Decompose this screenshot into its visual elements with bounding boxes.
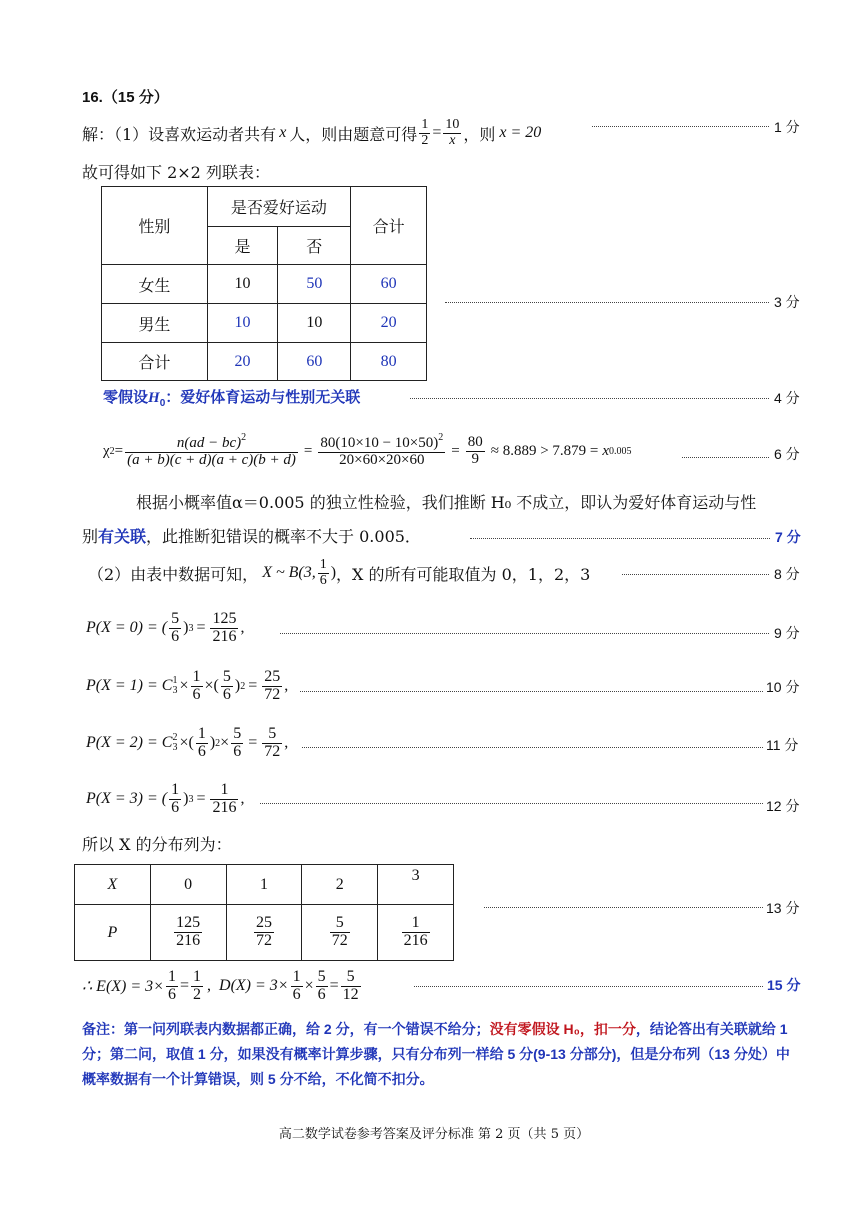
score-11: 11 分: [766, 737, 799, 753]
leader-dots: [484, 907, 763, 908]
chi-square-formula: χ 2 = $\frac{n(ad - bc)^2}{(a + b)(c + d)(a + c)(b + d)}$ = $\frac{80(10\times 10 - 10\times 50)^2}{20\times 60\times 20\times 60}$ = $\frac{80}{9}$ ≈ 8.889 > 7.879 = x 0.005: [103, 432, 632, 468]
score-15: 15 分: [767, 977, 801, 993]
cell: 20: [207, 343, 278, 381]
prob-x3: P(X = 3) = ( $\frac{1}{6}$ ) 3 = $\frac{1}{216}$ ,: [86, 780, 245, 816]
cell: 10: [207, 304, 278, 343]
x-label: X: [75, 865, 151, 905]
distribution-table: [74, 864, 454, 961]
leader-dots: [302, 747, 763, 748]
cell: 20: [351, 304, 427, 343]
score-1: 1 分: [774, 119, 800, 135]
leader-dots: [445, 302, 769, 303]
table-row: [102, 304, 427, 343]
p-value: $\frac{125}{216}$: [150, 905, 226, 961]
conclusion-line-1: 根据小概率值α＝0.005 的独立性检验，我们推断 H₀ 不成立，即认为爱好体育运动与性: [136, 493, 757, 512]
question-header: 16.（15 分）: [82, 89, 169, 106]
score-13: 13 分: [766, 900, 800, 916]
solution-line-1: 解：（1）设喜欢运动者共有 x 人，则由题意可得 $\frac{1}{2}$ = $\frac{10}{x}$ ，则 x = 20: [82, 116, 542, 148]
header-gender: 性别: [102, 187, 208, 265]
leader-dots: [414, 986, 763, 987]
cell: 10: [207, 265, 278, 304]
x-value: 2: [302, 865, 378, 905]
table-row: [75, 905, 454, 961]
leader-dots: [280, 633, 769, 634]
row-label: 男生: [102, 304, 208, 343]
prob-x2: P(X = 2) = C 2 3 ×( $\frac{1}{6}$ ) 2 × $\frac{5}{6}$ = $\frac{5}{72}$ ,: [86, 724, 289, 760]
row-label: 女生: [102, 265, 208, 304]
score-9: 9 分: [774, 625, 800, 641]
expectation-variance: ∴ E(X) = 3× $\frac{1}{6}$ = $\frac{1}{2}$ , D(X) = 3× $\frac{1}{6}$ × $\frac{5}{6}$ = $\frac{5}{12}$: [82, 967, 359, 1003]
x-value: 0: [150, 865, 226, 905]
leader-dots: [260, 803, 763, 804]
fraction-ten-over-x: $\frac{10}{x}$: [445, 116, 460, 148]
p-value: $\frac{5}{72}$: [302, 905, 378, 961]
conclusion-line-2: 别有关联，此推断犯错误的概率不大于 0.005．: [82, 527, 421, 546]
null-hypothesis: 零假设$H_0$：爱好体育运动与性别无关联: [103, 389, 361, 409]
header-like-sport: 是否爱好运动: [207, 187, 351, 227]
score-7: 7 分: [775, 529, 801, 545]
cell: 60: [278, 343, 351, 381]
result-x: x = 20: [499, 124, 542, 141]
p-value: $\frac{25}{72}$: [226, 905, 302, 961]
leader-dots: [592, 126, 769, 127]
table-row: [102, 265, 427, 304]
fraction-half: $\frac{1}{2}$: [421, 116, 429, 148]
table-row: [75, 865, 454, 905]
score-6: 6 分: [774, 446, 800, 462]
chi-frac-result: $\frac{80}{9}$: [467, 433, 483, 467]
prob-x0: P(X = 0) = ( $\frac{5}{6}$ ) 3 = $\frac{125}{216}$ ,: [86, 609, 245, 645]
x-value: 1: [226, 865, 302, 905]
cell: 10: [278, 304, 351, 343]
grading-remark: 备注：第一问列联表内数据都正确，给 2 分，有一个错误不给分；没有零假设 H₀，扣一分，结论答出有关联就给 1 分；第二问，取值 1 分，如果没有概率计算步骤，只有分布列一样给 5 分(9-13 分部分)，但是分布列（13 分处）中概率数据有一个计算错误，则 5 分不给，不化简不扣分。: [82, 1021, 790, 1087]
header-yes: 是: [207, 227, 278, 265]
score-12: 12 分: [766, 798, 800, 814]
leader-dots: [470, 538, 770, 539]
leader-dots: [682, 457, 769, 458]
row-label: 合计: [102, 343, 208, 381]
p-label: P: [75, 905, 151, 961]
leader-dots: [300, 691, 763, 692]
leader-dots: [410, 398, 769, 399]
var-x: x: [279, 124, 287, 141]
cell: 60: [351, 265, 427, 304]
page-footer: 高二数学试卷参考答案及评分标准 第 2 页（共 5 页）: [278, 1127, 590, 1142]
solution-prefix: 解：（1）设喜欢运动者共有: [82, 124, 277, 144]
prob-x1: P(X = 1) = C 1 3 × $\frac{1}{6}$ ×( $\frac{5}{6}$ ) 2 = $\frac{25}{72}$ ,: [86, 667, 289, 703]
score-4: 4 分: [774, 390, 800, 406]
p-value: $\frac{1}{216}$: [378, 905, 454, 961]
solution-mid: 人，则由题意可得: [289, 124, 418, 144]
part2-intro: （2）由表中数据可知， X ~ B(3, $\frac{1}{6}$ ) ，X 的所有可能取值为 0，1，2，3: [88, 556, 591, 588]
x-value: 3: [378, 865, 454, 905]
solution-suffix: ，则: [463, 124, 496, 144]
chi-frac-general: $\frac{n(ad - bc)^2}{(a + b)(c + d)(a + c)(b + d)}$: [127, 432, 296, 468]
distribution-intro: 所以 X 的分布列为：: [82, 835, 232, 854]
header-no: 否: [278, 227, 351, 265]
cell: 50: [278, 265, 351, 304]
table-intro: 故可得如下 2×2 列联表：: [82, 163, 270, 182]
chi-frac-values: $\frac{80(10\times 10 - 10\times 50)^2}{20\times 60\times 20\times 60}$: [320, 432, 444, 468]
header-total: 合计: [351, 187, 427, 265]
table-row: [102, 343, 427, 381]
contingency-table: [101, 186, 427, 381]
score-10: 10 分: [766, 679, 800, 695]
leader-dots: [622, 574, 769, 575]
score-3: 3 分: [774, 294, 800, 310]
score-8: 8 分: [774, 566, 800, 582]
cell: 80: [351, 343, 427, 381]
